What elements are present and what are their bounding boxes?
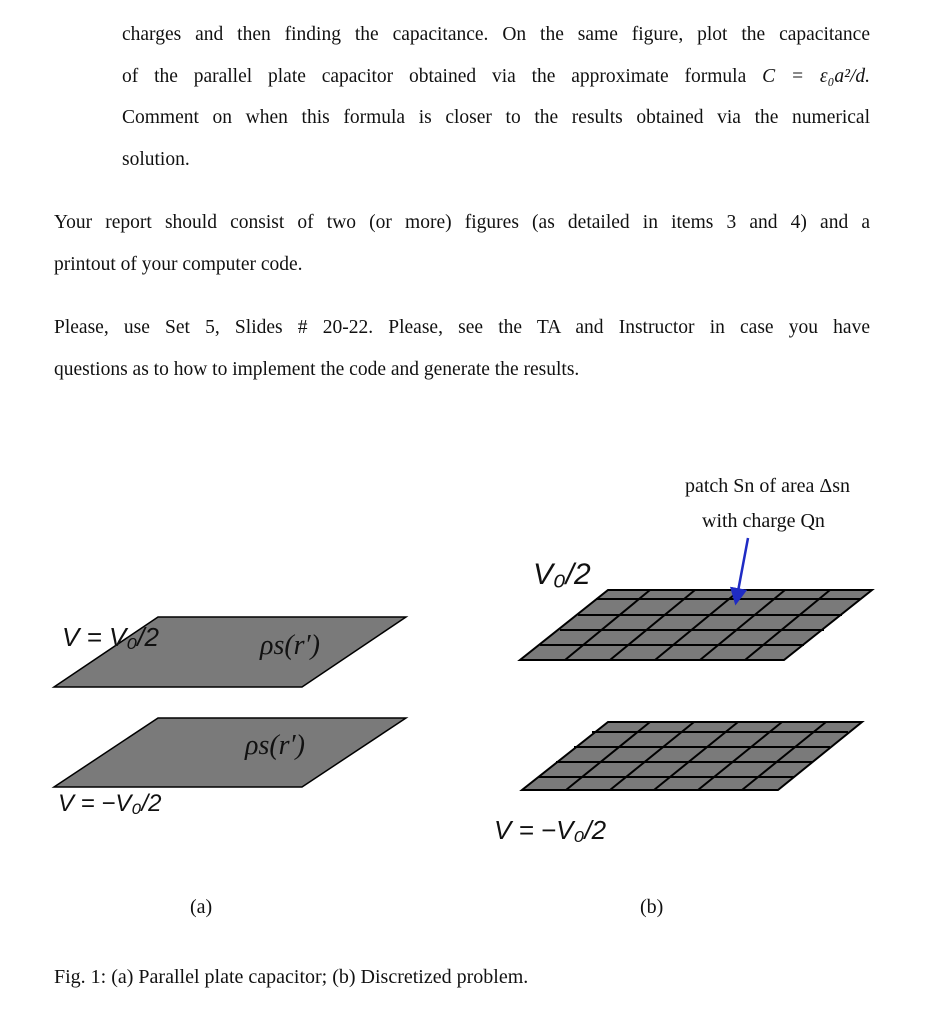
paragraph-1-line-3: Comment on when this formula is closer to the results obtained via the numerical bbox=[122, 107, 870, 128]
plate-a-top-charge-density: ρs(r′) bbox=[260, 630, 321, 661]
plate-a-bottom-voltage: V = −V₀/2 bbox=[58, 790, 162, 817]
paragraph-3-line-1: Please, use Set 5, Slides # 20-22. Please, see the TA and Instructor in case you have bbox=[54, 317, 870, 338]
paragraph-2 bbox=[54, 202, 870, 285]
paragraph-2-line-2: printout of your computer code. bbox=[54, 253, 303, 275]
paragraph-1-line-2 bbox=[122, 56, 870, 98]
subfigure-a-label: (a) bbox=[190, 896, 213, 918]
plate-a-bottom-charge-density: ρs(r′) bbox=[245, 730, 306, 761]
figure-1 bbox=[0, 440, 937, 960]
paragraph-1 bbox=[122, 14, 870, 180]
figure-caption: Fig. 1: (a) Parallel plate capacitor; (b) Discretized problem. bbox=[54, 966, 529, 988]
patch-label-line-2: with charge Qn bbox=[702, 510, 825, 532]
paragraph-3 bbox=[54, 307, 870, 390]
plate-a-bottom bbox=[54, 718, 406, 787]
paragraph-1-line-4: solution. bbox=[122, 148, 190, 170]
plate-a-top-voltage: V = V₀/2 bbox=[62, 622, 159, 652]
subfigure-b-label: (b) bbox=[640, 896, 664, 918]
paragraph-1-line-2-text: of the parallel plate capacitor obtained via the approximate formula bbox=[122, 65, 747, 87]
paragraph-2-line-1: Your report should consist of two (or more) figures (as detailed in items 3 and 4) and a bbox=[54, 212, 870, 233]
capacitance-formula: C = ε₀a²/d. bbox=[762, 65, 870, 87]
plate-b-bottom bbox=[522, 722, 862, 790]
plate-b-top-voltage: V₀/2 bbox=[533, 558, 591, 591]
paragraph-3-line-2: questions as to how to implement the code and generate the results. bbox=[54, 358, 580, 380]
paragraph-1-line-1: charges and then finding the capacitance. On the same figure, plot the capacitance bbox=[122, 24, 870, 45]
plate-b-bottom-voltage: V = −V₀/2 bbox=[494, 815, 607, 845]
patch-label-line-1: patch Sn of area Δsn bbox=[685, 475, 851, 497]
plate-b-top bbox=[520, 590, 872, 660]
